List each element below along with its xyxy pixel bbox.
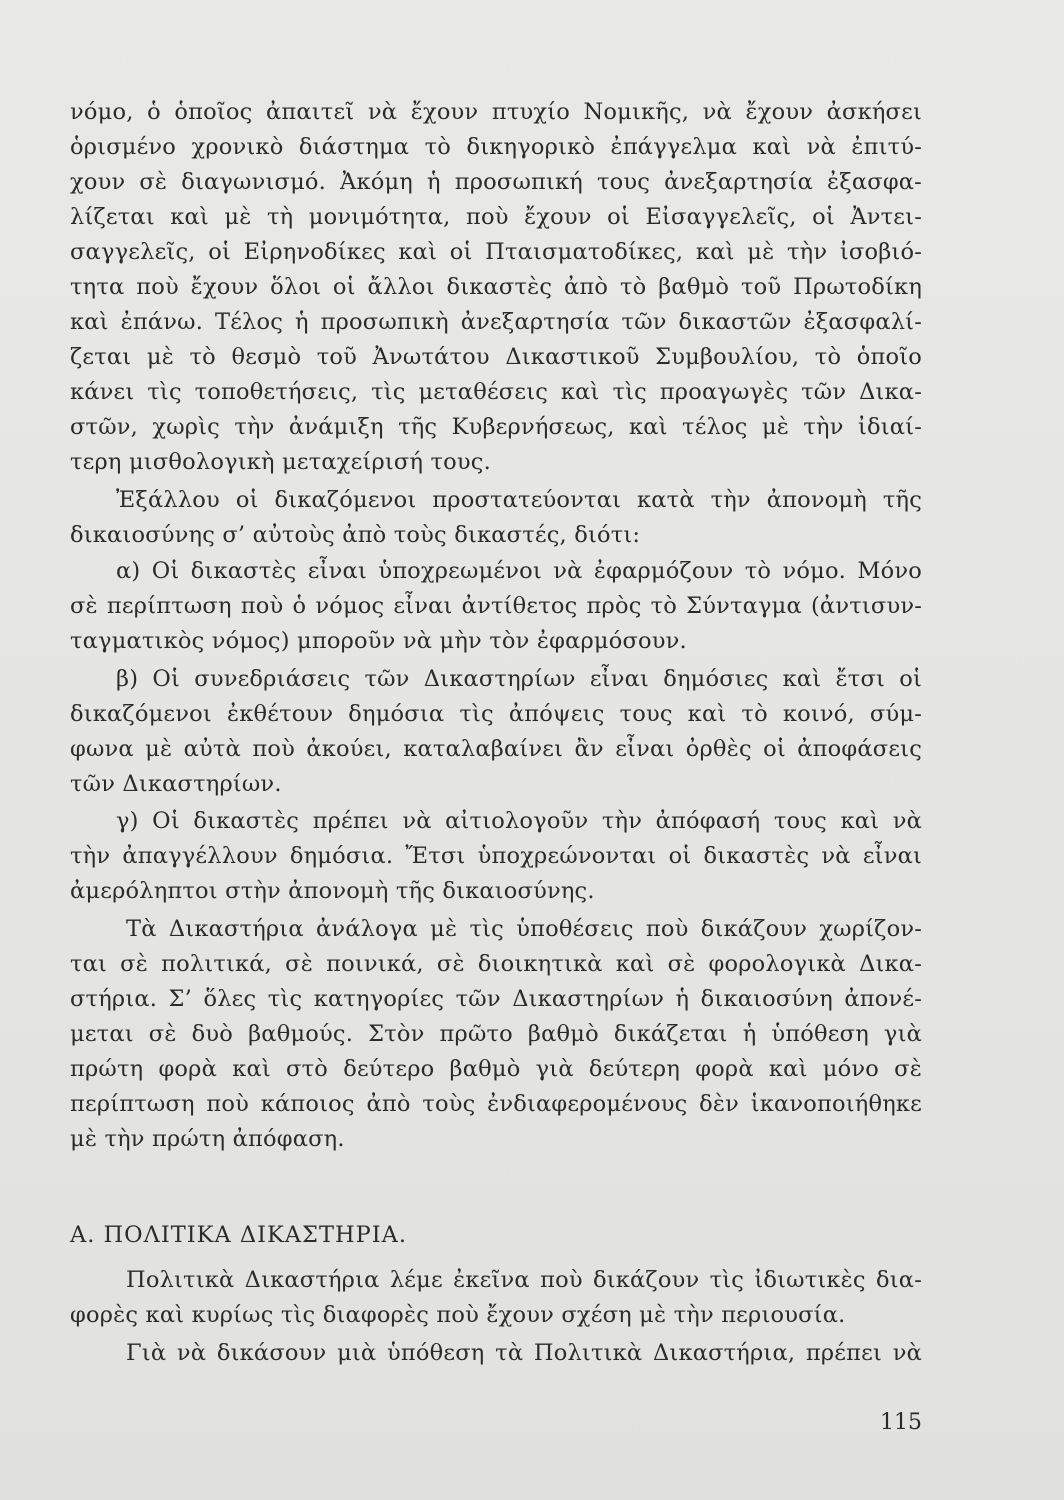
text-line: Τὰ Δικαστήρια ἀνάλογα μὲ τὶς ὑποθέσεις ποὺ δικάζουν χωρίζον- bbox=[126, 916, 922, 942]
section-heading: Α. ΠΟΛΙΤΙΚΑ ΔΙΚΑΣΤΗΡΙΑ. bbox=[70, 1222, 408, 1248]
text-line: καὶ ἐπάνω. Τέλος ἡ προσωπικὴ ἀνεξαρτησία τῶν δικαστῶν ἐξασφαλί- bbox=[70, 309, 922, 335]
text-line: πρώτη φορὰ καὶ στὸ δεύτερο βαθμὸ γιὰ δεύτερη φορὰ καὶ μόνο σὲ bbox=[70, 1056, 922, 1082]
text-line: τῶν Δικαστηρίων. bbox=[70, 771, 282, 797]
page-number: 115 bbox=[880, 1410, 922, 1435]
text-line: μὲ τὴν πρώτη ἀπόφαση. bbox=[70, 1126, 345, 1152]
text-line: τερη μισθολογικὴ μεταχείρισή τους. bbox=[70, 449, 491, 475]
text-line: γ) Οἱ δικαστὲς πρέπει νὰ αἰτιολογοῦν τὴν ἀπόφασή τους καὶ νὰ bbox=[116, 808, 922, 834]
text-line: σαγγελεῖς, οἱ Εἰρηνοδίκες καὶ οἱ Πταισματοδίκες, καὶ μὲ τὴν ἰσοβιό- bbox=[70, 239, 922, 265]
text-line: β) Οἱ συνεδριάσεις τῶν Δικαστηρίων εἶναι δημόσιες καὶ ἔτσι οἱ bbox=[116, 666, 922, 692]
text-line: τητα ποὺ ἔχουν ὅλοι οἱ ἄλλοι δικαστὲς ἀπὸ τὸ βαθμὸ τοῦ Πρωτοδίκη bbox=[70, 274, 922, 300]
text-line: χουν σὲ διαγωνισμό. Ἀκόμη ἡ προσωπική τους ἀνεξαρτησία ἐξασφα- bbox=[70, 169, 922, 195]
text-line: δικαζόμενοι ἐκθέτουν δημόσια τὶς ἀπόψεις τους καὶ τὸ κοινό, σύμ- bbox=[70, 701, 922, 727]
text-line: μεται σὲ δυὸ βαθμούς. Στὸν πρῶτο βαθμὸ δικάζεται ἡ ὑπόθεση γιὰ bbox=[70, 1021, 922, 1047]
text-line: δικαιοσύνης σ’ αὐτοὺς ἀπὸ τοὺς δικαστές, διότι: bbox=[70, 522, 641, 548]
text-line: ζεται μὲ τὸ θεσμὸ τοῦ Ἀνωτάτου Δικαστικοῦ Συμβουλίου, τὸ ὁποῖο bbox=[70, 344, 922, 370]
text-line: νόμο, ὁ ὁποῖος ἀπαιτεῖ νὰ ἔχουν πτυχίο Νομικῆς, νὰ ἔχουν ἀσκήσει bbox=[70, 99, 922, 125]
text-line: λίζεται καὶ μὲ τὴ μονιμότητα, ποὺ ἔχουν οἱ Εἰσαγγελεῖς, οἱ Ἀντει- bbox=[70, 204, 922, 230]
text-line: α) Οἱ δικαστὲς εἶναι ὑποχρεωμένοι νὰ ἐφαρμόζουν τὸ νόμο. Μόνο bbox=[116, 558, 922, 584]
text-line: ται σὲ πολιτικά, σὲ ποινικά, σὲ διοικητικὰ καὶ σὲ φορολογικὰ Δικα- bbox=[70, 951, 922, 977]
text-line: περίπτωση ποὺ κάποιος ἀπὸ τοὺς ἐνδιαφερομένους δὲν ἱκανοποιήθηκε bbox=[70, 1091, 922, 1117]
text-line: στῶν, χωρὶς τὴν ἀνάμιξη τῆς Κυβερνήσεως, καὶ τέλος μὲ τὴν ἰδιαί- bbox=[70, 414, 922, 440]
text-line: κάνει τὶς τοποθετήσεις, τὶς μεταθέσεις καὶ τὶς προαγωγὲς τῶν Δικα- bbox=[70, 379, 922, 405]
text-line: φωνα μὲ αὐτὰ ποὺ ἀκούει, καταλαβαίνει ἂν εἶναι ὀρθὲς οἱ ἀποφάσεις bbox=[70, 736, 922, 762]
text-line: σὲ περίπτωση ποὺ ὁ νόμος εἶναι ἀντίθετος πρὸς τὸ Σύνταγμα (ἀντισυν- bbox=[70, 593, 922, 619]
text-line: ταγματικὸς νόμος) μποροῦν νὰ μὴν τὸν ἐφαρμόσουν. bbox=[70, 628, 687, 654]
text-line: ἀμερόληπτοι στὴν ἀπονομὴ τῆς δικαιοσύνης. bbox=[70, 878, 595, 904]
text-line: φορὲς καὶ κυρίως τὶς διαφορὲς ποὺ ἔχουν σχέση μὲ τὴν περιουσία. bbox=[70, 1302, 846, 1328]
text-line: Ἐξάλλου οἱ δικαζόμενοι προστατεύονται κατὰ τὴν ἀπονομὴ τῆς bbox=[116, 487, 922, 513]
text-line: Πολιτικὰ Δικαστήρια λέμε ἐκεῖνα ποὺ δικάζουν τὶς ἰδιωτικὲς δια- bbox=[126, 1267, 922, 1293]
text-line: τὴν ἀπαγγέλλουν δημόσια. Ἔτσι ὑποχρεώνονται οἱ δικαστὲς νὰ εἶναι bbox=[70, 843, 922, 869]
text-line: ὁρισμένο χρονικὸ διάστημα τὸ δικηγορικὸ ἐπάγγελμα καὶ νὰ ἐπιτύ- bbox=[70, 134, 922, 160]
text-line: Γιὰ νὰ δικάσουν μιὰ ὑπόθεση τὰ Πολιτικὰ Δικαστήρια, πρέπει νὰ bbox=[126, 1340, 922, 1366]
text-line: στήρια. Σ’ ὅλες τὶς κατηγορίες τῶν Δικαστηρίων ἡ δικαιοσύνη ἀπονέ- bbox=[70, 986, 922, 1012]
